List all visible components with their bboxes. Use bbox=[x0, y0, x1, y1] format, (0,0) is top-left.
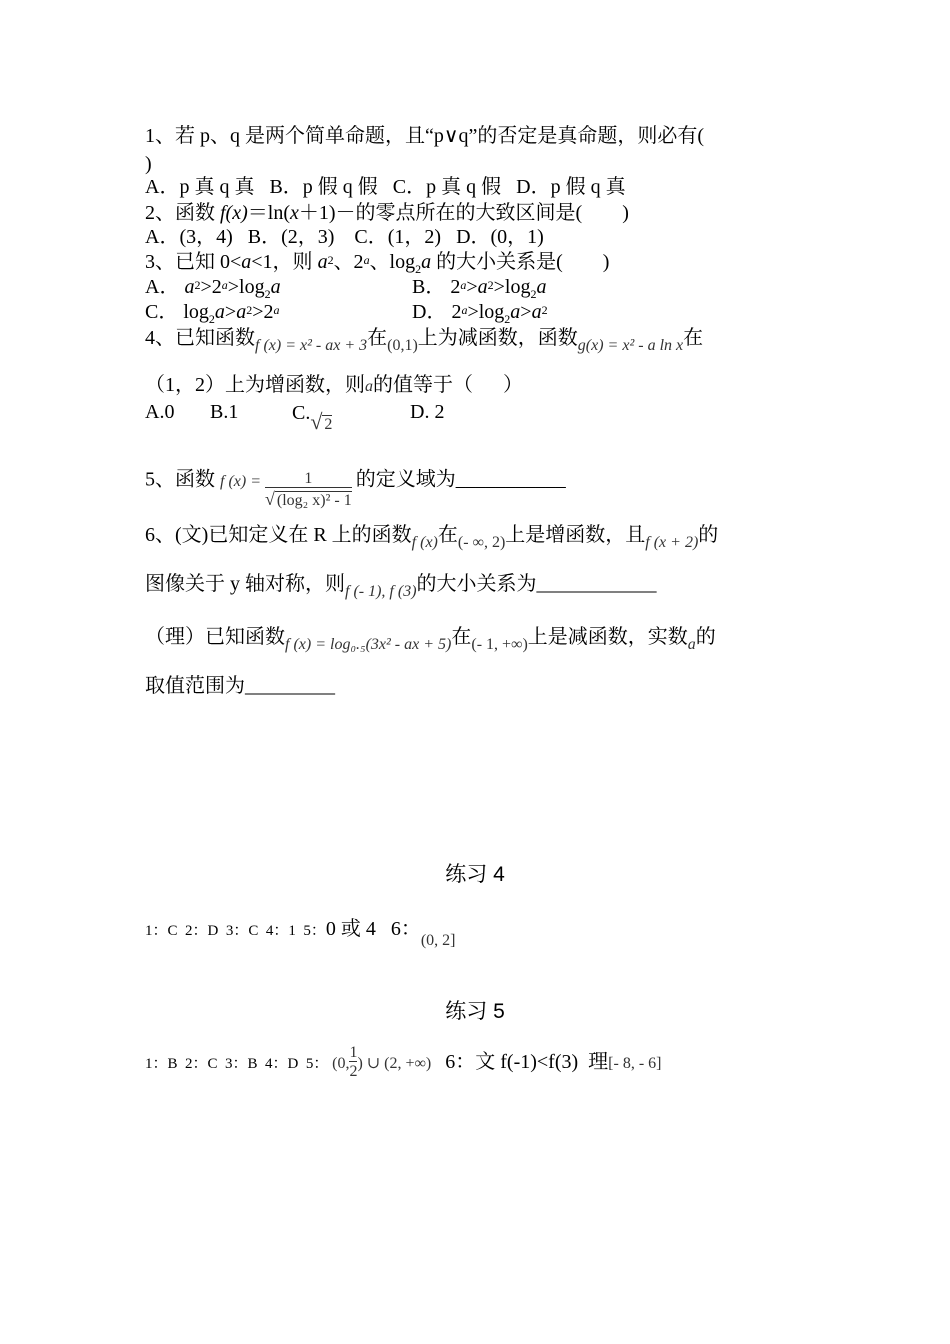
q2-options: A．(3，4) B．(2，3) C．(1，2) D．(0，1) bbox=[145, 226, 544, 248]
q4-f-expr: f (x) = x² - ax + 3 bbox=[255, 337, 368, 354]
q3-option-b: B． $2^a>a^2>\log_2a$ bbox=[412, 276, 547, 301]
q4-g-expr: g(x) = x² - a ln x bbox=[577, 337, 684, 354]
q6-li-stem: （理）已知函数$_{f (x) = log_0._5(3x^2 - ax + 5)}$在$_{(- 1, +\infty)}$上是减函数，实数$_a$的 bbox=[145, 626, 716, 653]
q3-stem: 3、已知 0<a<1，则 $a^2$、2$^a$、$\log_2a$ 的大小关系是( ) bbox=[145, 251, 610, 276]
q6-stem: 6、(文)已知定义在 R 上的函数$_{f (x)}$在$_{(- \infty, 2)}$上是增函数，且$_{f (x + 2)}$的 bbox=[145, 524, 719, 551]
q1-stem: 1、若 p、q 是两个简单命题，且“p∨q”的否定是真命题，则必有( bbox=[145, 125, 705, 147]
q1-options: A．p 真 q 真 B．p 假 q 假 C．p 真 q 假 D．p 假 q 真 bbox=[145, 176, 626, 198]
q5-function: f (x) = $\frac{1}{\text{√ (log₂ x)² - 1}}$ bbox=[220, 470, 352, 509]
q2-stem: 2、函数 f(x)＝ln(x＋1)－的零点所在的大致区间是( ) bbox=[145, 202, 629, 224]
q4-options: A.0 B.1 $C._{√ 2}$ D. 2 bbox=[145, 401, 445, 434]
q5-stem: 5、函数 f (x) = $\frac{1}{\text{√ (log₂ x)² - 1}}$ 的定义域为___________ bbox=[145, 468, 566, 509]
q4-interval: (0,1) bbox=[387, 337, 418, 354]
q3-option-c: C． $\log_2a>a^2>2^a$ bbox=[145, 301, 280, 326]
q6-li-line2: 取值范围为_________ bbox=[145, 675, 335, 697]
q3-option-d: D． $2^a>\log_2a>a^2$ bbox=[412, 301, 548, 326]
q4-stem: 4、已知函数$_{f (x) = x^2 - ax + 3}$在$_{(0,1)}$上为减函数，函数$_{g(x) = x^2 - a ln x}$在 bbox=[145, 327, 704, 354]
practice5-answers: 1：B 2：C 3：B 4：D 5： (0, $\frac{1}{2}$ ) ∪ (2, +∞) 6：文 f(-1)<f(3) 理[- 8, - 6] bbox=[145, 1043, 662, 1080]
practice4-answers: 1：C 2：D 3：C 4：1 5：0 或 4 6：(0, 2] bbox=[145, 918, 456, 949]
q3-option-a: A． $a^2>2^a>\log_2a$ bbox=[145, 276, 281, 301]
practice5-title: 练习 5 bbox=[445, 1000, 505, 1023]
q1-stem-end: ) bbox=[145, 153, 152, 175]
practice4-title: 练习 4 bbox=[445, 863, 505, 886]
q6-line2: 图像关于 y 轴对称，则$_{f (- 1), f (3)}$的大小关系为____________ bbox=[145, 573, 657, 600]
q4-line2: （1，2）上为增函数，则a的值等于（ ） bbox=[145, 374, 523, 396]
